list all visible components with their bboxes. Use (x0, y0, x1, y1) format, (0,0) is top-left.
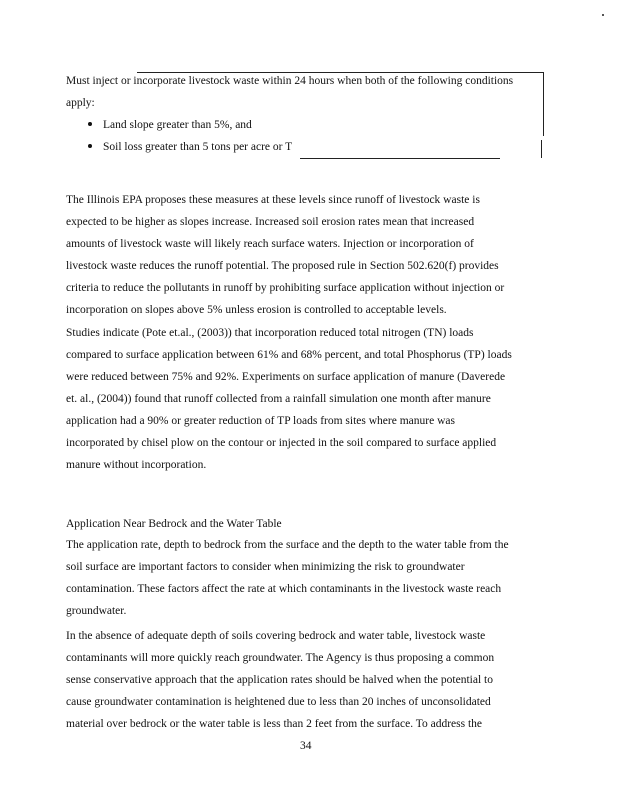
intro-paragraph (66, 70, 536, 114)
section-heading: Application Near Bedrock and the Water Table (66, 518, 282, 530)
text-line: were reduced between 75% and 92%. Experiments on surface application of manure (Daverede (66, 371, 506, 383)
text-line: amounts of livestock waste will likely reach surface waters. Injection or incorporation of (66, 238, 474, 250)
text-line: material over bedrock or the water table is less than 2 feet from the surface. To address the (66, 718, 483, 730)
text-line: groundwater. (66, 605, 127, 617)
bullet-item (88, 136, 292, 158)
bullet-text: Soil loss greater than 5 tons per acre or T (103, 141, 293, 153)
bullet-icon (88, 144, 92, 148)
text-line: livestock waste reduces the runoff potential. The proposed rule in Section 502.620(f) provides (66, 260, 499, 272)
text-line: contaminants will more quickly reach groundwater. The Agency is thus proposing a common (66, 652, 495, 664)
text-line: soil surface are important factors to consider when minimizing the risk to groundwater (66, 561, 465, 573)
text-line: The application rate, depth to bedrock from the surface and the depth to the water table from the (66, 539, 509, 551)
paragraph-bedrock (66, 625, 536, 735)
text-line: cause groundwater contamination is heightened due to less than 20 inches of unconsolidated (66, 696, 491, 708)
paragraph-runoff (66, 189, 536, 321)
text-line: The Illinois EPA proposes these measures at these levels since runoff of livestock waste is (66, 194, 480, 206)
bullet-item (88, 114, 252, 136)
text-line: contamination. These factors affect the rate at which contaminants in the livestock waste reach (66, 583, 502, 595)
text-line: incorporated by chisel plow on the contour or injected in the soil compared to surface applied (66, 437, 497, 449)
text-line: compared to surface application between 61% and 68% percent, and total Phosphorus (TP) loads (66, 349, 512, 361)
box-border-right-lower (541, 140, 542, 158)
paragraph-factors (66, 534, 536, 622)
text-line: Must inject or incorporate livestock waste within 24 hours when both of the following conditions (66, 75, 514, 87)
bullet-text: Land slope greater than 5%, and (103, 119, 252, 131)
text-line: incorporation on slopes above 5% unless erosion is controlled to acceptable levels. (66, 304, 447, 316)
text-line: et. al., (2004)) found that runoff collected from a rainfall simulation one month after manure (66, 393, 491, 405)
page-number: 34 (300, 740, 312, 752)
box-border-right (543, 72, 544, 136)
scan-mark (602, 14, 604, 16)
box-border-bottom (300, 158, 500, 159)
text-line: Studies indicate (Pote et.al., (2003)) that incorporation reduced total nitrogen (TN) loads (66, 327, 474, 339)
text-line: apply: (66, 97, 95, 109)
paragraph-studies (66, 322, 536, 476)
text-line: expected to be higher as slopes increase. Increased soil erosion rates mean that increased (66, 216, 475, 228)
text-line: manure without incorporation. (66, 459, 207, 471)
text-line: In the absence of adequate depth of soils covering bedrock and water table, livestock waste (66, 630, 486, 642)
text-line: criteria to reduce the pollutants in runoff by prohibiting surface application without injection or (66, 282, 505, 294)
text-line: application had a 90% or greater reduction of TP loads from sites where manure was (66, 415, 455, 427)
text-line: sense conservative approach that the application rates should be halved when the potential to (66, 674, 493, 686)
bullet-icon (88, 122, 92, 126)
